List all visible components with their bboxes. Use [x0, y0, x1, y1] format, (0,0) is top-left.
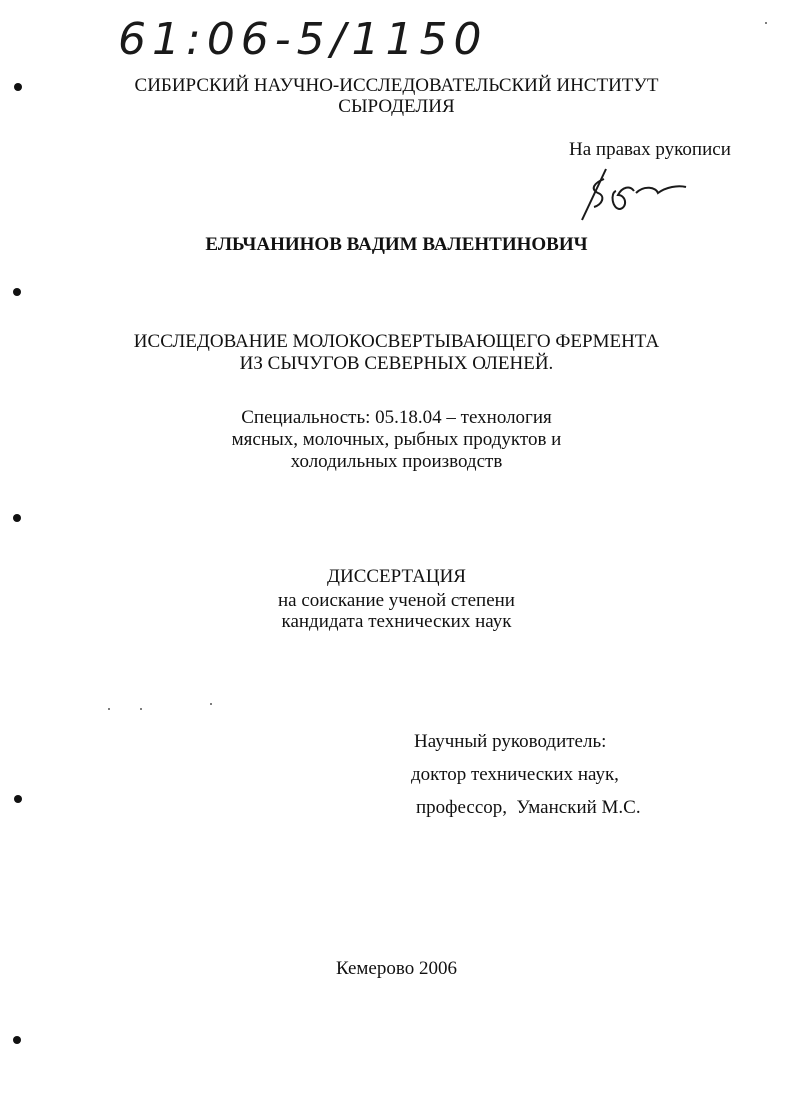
scan-speck — [765, 22, 767, 24]
supervisor-label: Научный руководитель: — [414, 731, 607, 752]
supervisor-degree: доктор технических наук, — [411, 764, 619, 785]
specialty-line2: мясных, молочных, рыбных продуктов и — [231, 429, 562, 450]
thesis-title-line1: ИССЛЕДОВАНИЕ МОЛОКОСВЕРТЫВАЮЩЕГО ФЕРМЕНТА — [133, 331, 660, 352]
institute-name-line2: СЫРОДЕЛИЯ — [338, 96, 455, 117]
punch-hole-mark — [13, 514, 21, 522]
specialty-line3: холодильных производств — [290, 451, 503, 472]
dissertation-degree-line1: на соискание ученой степени — [278, 590, 515, 611]
thesis-title-line2: ИЗ СЫЧУГОВ СЕВЕРНЫХ ОЛЕНЕЙ. — [239, 353, 554, 374]
punch-hole-mark — [14, 795, 22, 803]
dissertation-degree-line2: кандидата технических наук — [281, 611, 512, 632]
punch-hole-mark — [13, 288, 21, 296]
scan-speck — [108, 708, 110, 710]
archive-number: 61:06-5/1150 — [118, 14, 488, 65]
scan-speck — [210, 703, 212, 705]
scan-speck — [140, 708, 142, 710]
signature — [576, 165, 691, 225]
specialty-line1: Специальность: 05.18.04 – технология — [241, 407, 552, 428]
city-year: Кемерово 2006 — [336, 958, 457, 979]
author-name: ЕЛЬЧАНИНОВ ВАДИМ ВАЛЕНТИНОВИЧ — [205, 234, 588, 255]
dissertation-heading: ДИССЕРТАЦИЯ — [327, 566, 466, 587]
manuscript-rights: На правах рукописи — [569, 139, 731, 160]
supervisor-name: профессор, Уманский М.С. — [416, 797, 641, 818]
institute-name-line1: СИБИРСКИЙ НАУЧНО-ИССЛЕДОВАТЕЛЬСКИЙ ИНСТИТУТ — [134, 75, 659, 96]
punch-hole-mark — [13, 1036, 21, 1044]
